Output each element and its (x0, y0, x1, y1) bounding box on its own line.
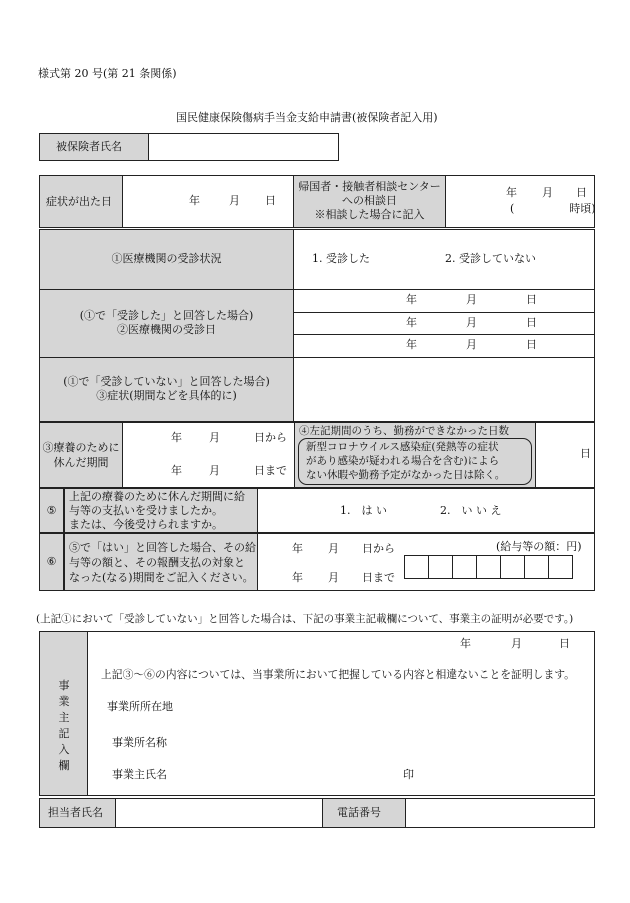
q4-note-1: 新型コロナウイルス感染症(発熱等の症状 (306, 441, 499, 453)
owner-name-field[interactable] (200, 765, 390, 785)
q2-label-1: (①で「受診した」と回答した場合) (79, 309, 254, 322)
q3-label-2: ③症状(期間などを具体的に) (96, 389, 237, 402)
q6-from-suffix: 日から (362, 542, 395, 555)
q4-days-title: ④左記期間のうち、勤務ができなかった日数 (299, 425, 509, 437)
q6-from-date[interactable] (258, 534, 398, 562)
consult-month: 月 (542, 186, 553, 199)
employer-vertical-label-cell (39, 631, 88, 796)
q5-number-cell (39, 488, 64, 533)
symptom-year: 年 (189, 194, 200, 207)
seal-mark: 印 (403, 768, 414, 781)
q6-line-1: ⑤で「はい」と回答した場合、その給 (69, 541, 256, 554)
q6-amount-label: (給与等の額：円) (496, 540, 582, 553)
q6-to-month: 月 (328, 571, 339, 584)
office-name-field[interactable] (200, 733, 590, 753)
q6-number: ⑥ (46, 555, 57, 568)
q4-label-1: ③療養のために (42, 441, 120, 454)
q4-note-3: ない休暇や勤務予定がなかった日は除く。 (306, 469, 506, 481)
q5-line-2: 与等の支払いを受けましたか。 (69, 504, 223, 517)
q2-date-row-1[interactable] (294, 290, 595, 312)
q4-label-2: 休んだ期間 (53, 456, 109, 469)
symptom-date-field[interactable] (123, 175, 293, 228)
q2-row2-year: 年 (406, 316, 417, 329)
amount-digit-box[interactable] (476, 555, 501, 579)
phone-label-cell (322, 798, 406, 828)
amount-digit-box[interactable] (548, 555, 573, 579)
symptom-label-cell (39, 175, 123, 228)
q2-row1-year: 年 (406, 293, 417, 306)
q6-to-year: 年 (292, 571, 303, 584)
symptom-label: 症状が出た日 (46, 195, 112, 208)
person-label-cell (39, 798, 116, 828)
consult-year: 年 (506, 186, 517, 199)
q4-days-field[interactable] (536, 422, 595, 488)
q2-row1-day: 日 (526, 293, 537, 306)
q4-label-cell (39, 422, 123, 488)
q6-to-suffix: 日まで (362, 571, 395, 584)
employer-day: 日 (559, 637, 570, 650)
q5-option-no[interactable]: 2. い い え (440, 504, 502, 517)
q2-row3-day: 日 (526, 338, 537, 351)
q2-row2-month: 月 (466, 316, 477, 329)
q4-from-year: 年 (171, 431, 182, 444)
q6-number-cell (39, 533, 64, 591)
employer-vertical-label: 事業主記入欄 (58, 679, 70, 772)
q6-from-month: 月 (328, 542, 339, 555)
q6-label-cell (64, 533, 258, 591)
q4-note-2: があり感染が疑われる場合を含む)によら (306, 455, 500, 467)
q3-symptom-field[interactable] (294, 358, 595, 422)
q4-to-month: 月 (209, 464, 220, 477)
employer-certify-text: 上記③～⑥の内容については、当事業所において把握している内容と相違ないことを証明します。 (101, 668, 575, 681)
q2-row3-month: 月 (466, 338, 477, 351)
q4-day-unit: 日 (580, 447, 591, 460)
q4-to-year: 年 (171, 464, 182, 477)
consult-day: 日 (576, 186, 587, 199)
symptom-month: 月 (229, 194, 240, 207)
consult-label-cell (293, 175, 446, 228)
q4-note-bracket (298, 438, 532, 485)
q2-label-2: ②医療機関の受診日 (117, 323, 216, 336)
q6-to-date[interactable] (258, 562, 398, 590)
office-address-label: 事業所所在地 (107, 700, 173, 713)
amount-digit-box[interactable] (452, 555, 477, 579)
employer-month: 月 (511, 637, 522, 650)
q1-label: ①医療機関の受診状況 (111, 252, 222, 265)
amount-digit-box[interactable] (428, 555, 453, 579)
amount-digit-box[interactable] (524, 555, 549, 579)
employer-date[interactable] (448, 637, 588, 653)
q2-date-row-2[interactable] (294, 313, 595, 334)
q4-from-date[interactable] (123, 422, 294, 455)
person-label: 担当者氏名 (48, 806, 103, 819)
q3-label-1: (①で「受診していない」と回答した場合) (63, 375, 270, 388)
q1-option-2[interactable]: 2. 受診していない (445, 252, 536, 265)
q2-date-row-3[interactable] (294, 335, 595, 357)
insured-name-field[interactable] (148, 133, 339, 161)
amount-digit-box[interactable] (500, 555, 525, 579)
q4-to-suffix: 日まで (254, 464, 287, 477)
consult-label-2: への相談日 (342, 194, 397, 207)
q2-row1-month: 月 (466, 293, 477, 306)
q5-label-cell (64, 488, 258, 533)
q4-from-suffix: 日から (254, 431, 287, 444)
q6-line-3: なった(なる)期間をご記入ください。 (69, 571, 254, 584)
insured-name-label: 被保険者氏名 (56, 140, 122, 153)
consult-date-field[interactable] (446, 175, 595, 228)
q4-to-date[interactable] (123, 455, 294, 488)
insured-name-label-cell (39, 133, 149, 161)
phone-field[interactable] (406, 798, 595, 828)
office-name-label: 事業所名称 (112, 736, 167, 749)
office-address-field[interactable] (200, 697, 590, 717)
q5-line-3: または、今後受けられますか。 (69, 518, 223, 531)
consult-label-3: ※相談した場合に記入 (314, 208, 425, 221)
employer-year: 年 (460, 637, 471, 650)
q5-number: ⑤ (46, 504, 57, 517)
amount-digit-box[interactable] (404, 555, 429, 579)
q6-from-year: 年 (292, 542, 303, 555)
form-number: 様式第 20 号(第 21 条関係) (38, 67, 177, 80)
q2-row2-day: 日 (526, 316, 537, 329)
owner-name-label: 事業主氏名 (112, 768, 167, 781)
q5-line-1: 上記の療養のために休んだ期間に給 (69, 490, 245, 503)
phone-label: 電話番号 (337, 806, 381, 819)
symptom-day: 日 (265, 194, 276, 207)
q5-option-yes[interactable]: 1. は い (340, 504, 387, 517)
person-name-field[interactable] (116, 798, 322, 828)
consult-time: ( 時頃) (510, 202, 596, 215)
consult-label-1: 帰国者・接触者相談センター (298, 180, 441, 193)
employer-note: (上記①において「受診していない」と回答した場合は、下記の事業主記載欄について、事業主の証明が必要です。) (36, 613, 574, 625)
q4-from-month: 月 (209, 431, 220, 444)
q1-option-1[interactable]: 1. 受診した (312, 252, 370, 265)
q4-days-label-cell (294, 422, 536, 488)
q6-line-2: 与等の額と、その報酬支払の対象と (69, 556, 245, 569)
q2-row3-year: 年 (406, 338, 417, 351)
form-title: 国民健康保険傷病手当金支給申請書(被保険者記入用) (176, 111, 438, 124)
